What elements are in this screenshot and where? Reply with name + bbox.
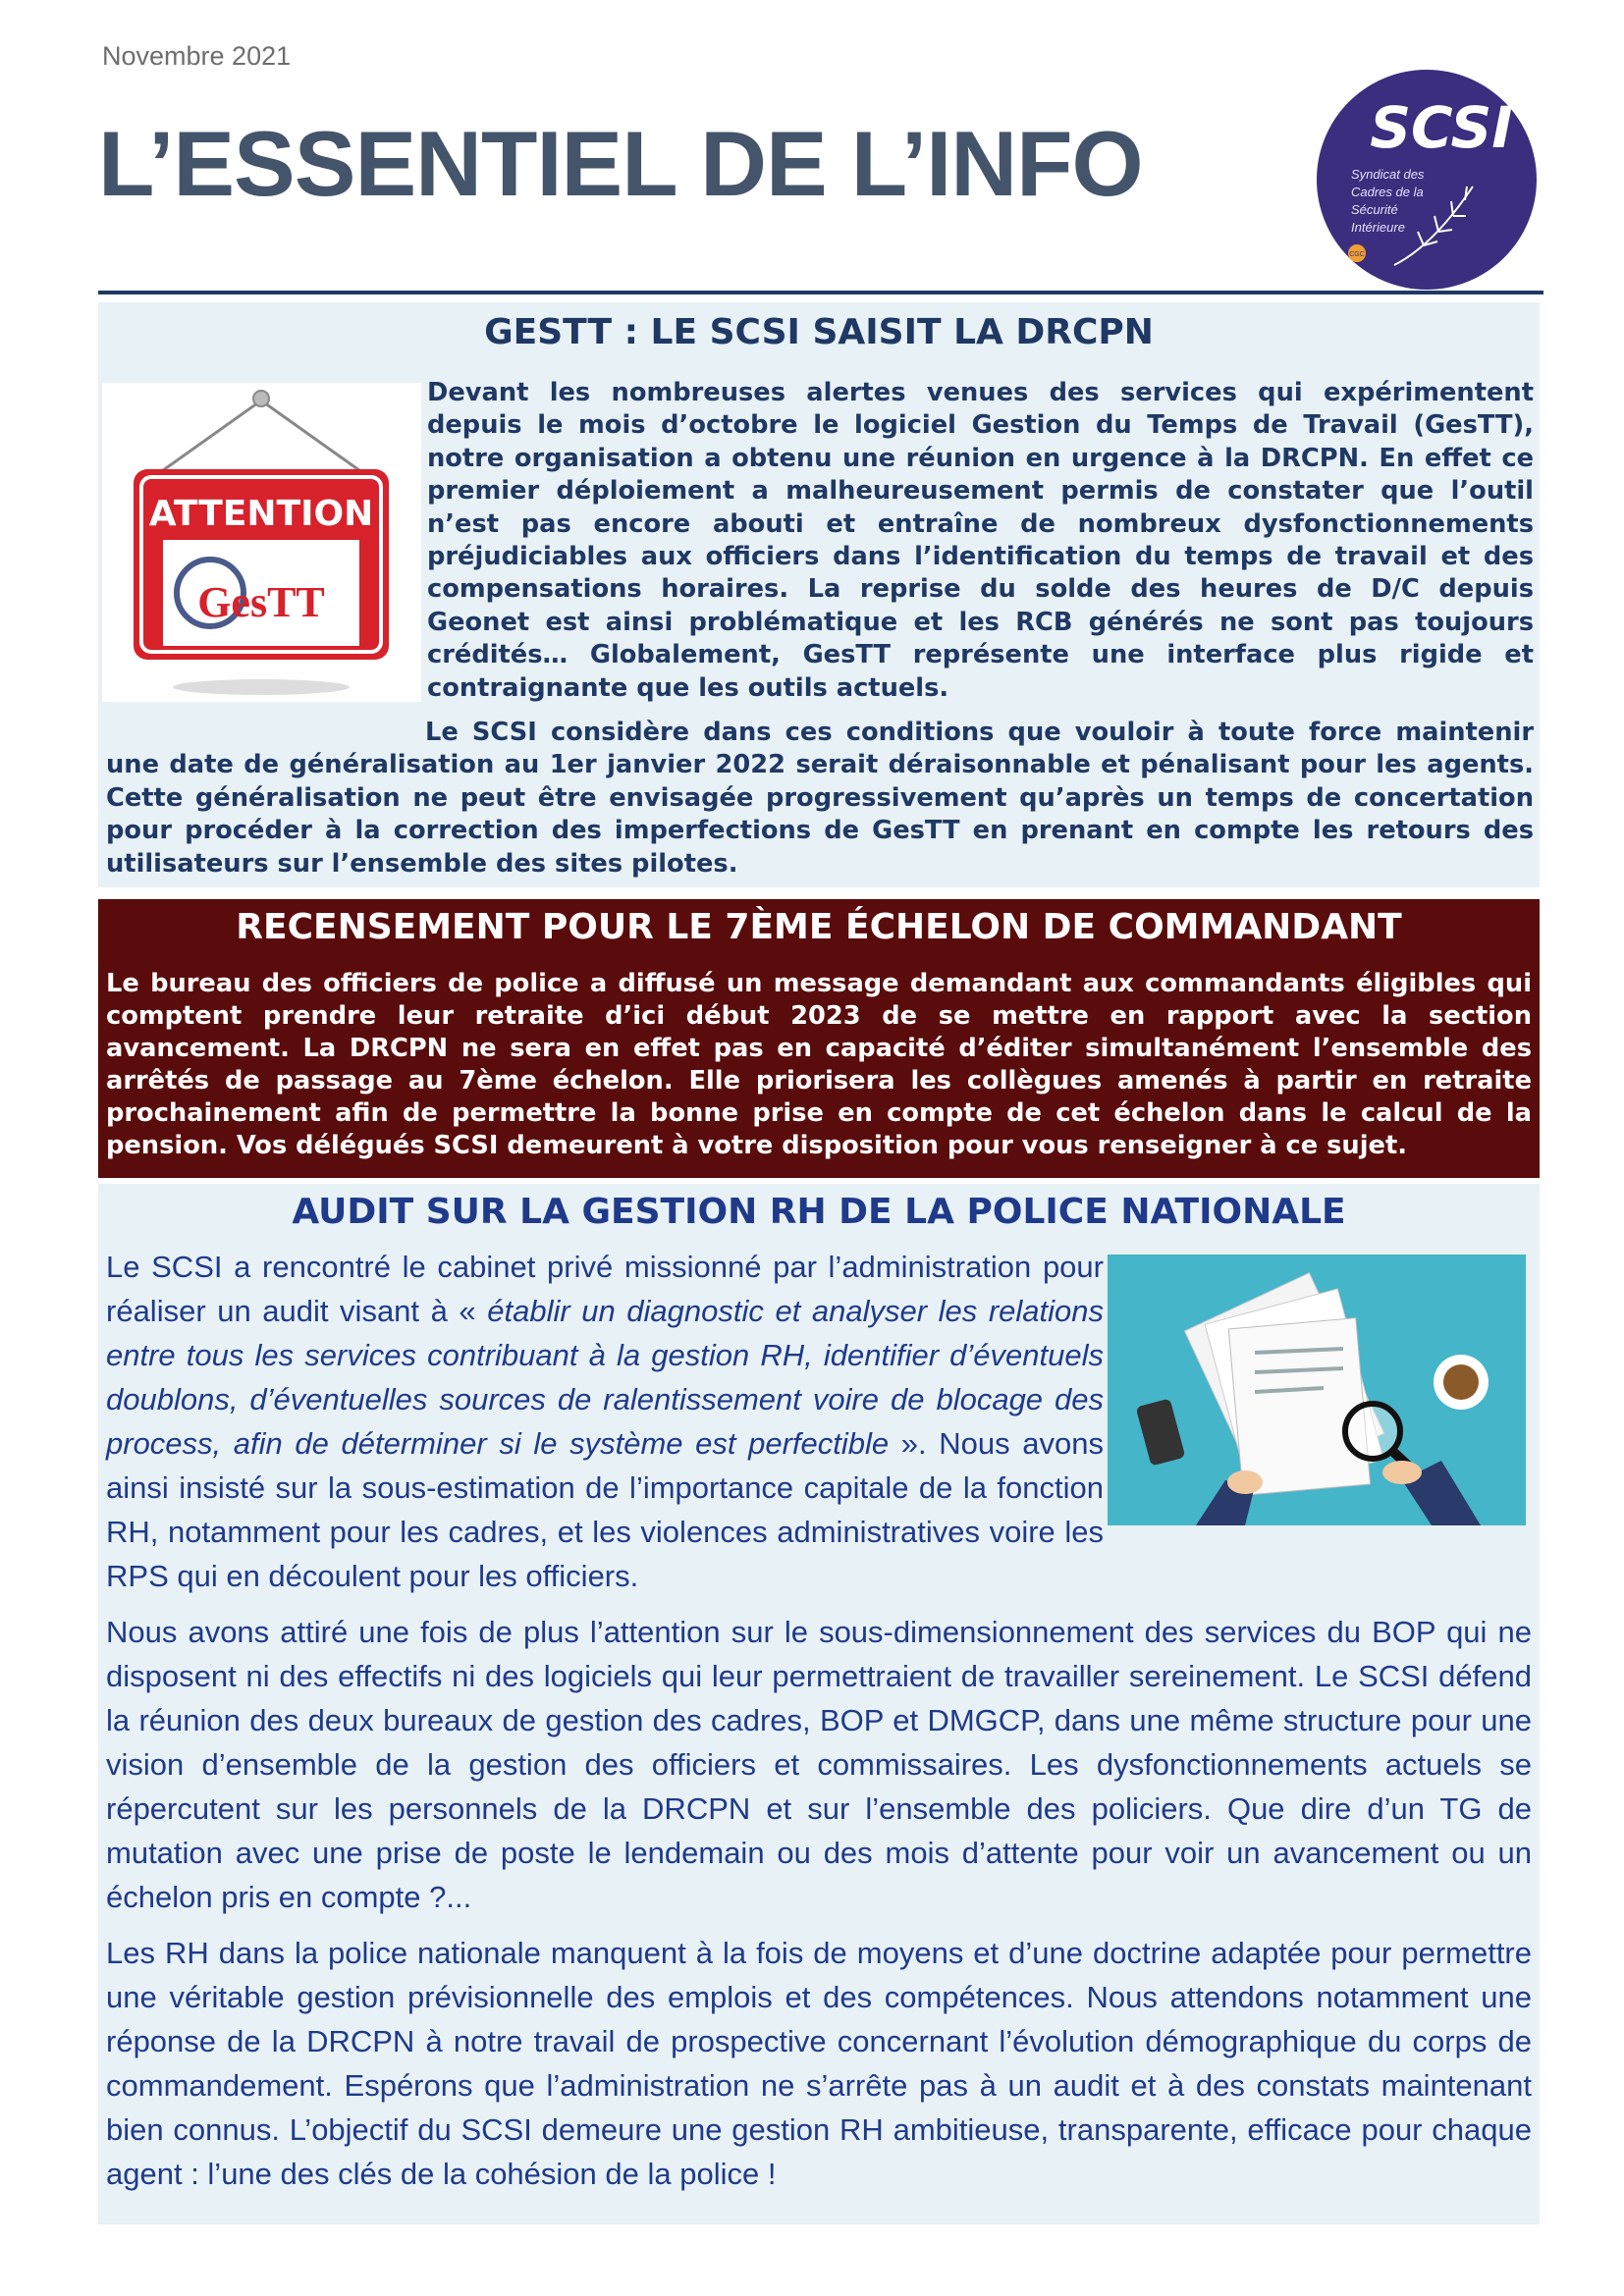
page-title: L’ESSENTIEL DE L’INFO [98,112,1143,215]
gestt-logo-text: GesTT [197,578,325,626]
section-gestt-paragraph-2: Le SCSI considère dans ces conditions que vouloir à toute force maintenir une date de généralisation au 1er janvier 2022 serait déraisonnable et pénalisant pour les agents. Cette généralisation ne peut être envisagée progressivement qu’après un temps de concertation pour procéder à la correction des imperfections de GesTT en prenant en compte les retours des utilisateurs sur l’ensemble des sites pilotes. [106,718,1534,879]
section-recensement [98,899,1540,1178]
cgc-badge-text: CGC [1349,251,1365,258]
logo-line-4: Intérieure [1351,220,1405,235]
logo-line-2: Cadres de la [1351,185,1424,199]
section-audit-paragraph-2: Nous avons attiré une fois de plus l’attention sur le sous-dimensionnement des services du BOP qui ne disposent ni des effectifs ni des logiciels qui leur permettraient de travailler sereinement. Le SCSI défend la réunion des deux bureaux de gestion des cadres, BOP et DMGCP, dans une même structure pour une vision d’ensemble de la gestion des officiers et commissaires. Les dysfonctionnements actuels se répercutent sur les personnels de la DRCPN et sur l’ensemble des policiers. Que dire d’un TG de mutation avec une prise de poste le lendemain ou des mois d’attente pour voir un avancement ou un échelon pris en compte ?... [106,1615,1532,1914]
section-gestt-title: GESTT : LE SCSI SAISIT LA DRCPN [484,312,1154,352]
audit-p1-quote: établir un diagnostic et analyser les relations entre tous les services contribuant à la gestion RH, identifier d’éventuels doublons, d’éventuelles sources de ralentissement voire de blocage des process, afin de déterminer si le système est perfectible [106,1294,1104,1461]
audit-documents-image [1108,1255,1526,1525]
attention-gestt-image [102,383,421,702]
section-gestt [98,302,1540,887]
audit-p1-end: ». Nous avons ainsi insisté sur la sous-estimation de l’importance capitale de la fonction RH, notamment pour les cadres, et les violences administratives voire les RPS qui en découlent pour les officiers. [106,1426,1104,1593]
attention-sign-text: ATTENTION [148,494,374,534]
section-audit-title: AUDIT SUR LA GESTION RH DE LA POLICE NATIONALE [292,1192,1346,1232]
logo-line-3: Sécurité [1351,202,1398,217]
logo-line-1: Syndicat des [1351,167,1425,182]
logo-text: SCSI [1370,94,1513,161]
section-audit-paragraph-3: Les RH dans la police nationale manquent à la fois de moyens et d’une doctrine adaptée pour permettre une véritable gestion prévisionnelle des emplois et des compétences. Nous attendons notamment une réponse de la DRCPN à notre travail de prospective concernant l’évolution démographique du corps de commandement. Espérons que l’administration ne s’arrête pas à un audit et à des constats maintenant bien connus. L’objectif du SCSI demeure une gestion RH ambitieuse, transparente, efficace pour chaque agent : l’une des clés de la cohésion de la police ! [106,1936,1532,2191]
section-recensement-title: RECENSEMENT POUR LE 7ÈME ÉCHELON DE COMMANDANT [236,907,1402,947]
section-audit [98,1184,1540,2224]
date-label: Novembre 2021 [102,41,292,71]
coffee-cup-icon [1434,1355,1489,1410]
scsi-logo [1316,69,1538,291]
audit-p1-start: Le SCSI a rencontré le cabinet privé missionné par l’administration pour réaliser un audit visant à « [106,1250,1104,1328]
section-gestt-paragraph-1: Devant les nombreuses alertes venues des services qui expérimentent depuis le mois d’octobre le logiciel Gestion du Temps de Travail (GesTT), notre organisation a obtenu une réunion en urgence à la DRCPN. En effet ce premier déploiement a malheureusement permis de constater que l’outil n’est pas encore abouti et entraîne de nombreux dysfonctionnements préjudiciables aux officiers dans l’identification du temps de travail et des compensations horaires. La reprise du solde des heures de D/C depuis Geonet est ainsi problématique et les RCB générés ne sont pas toujours crédités… Globalement, GesTT représente une interface plus rigide et contraignante que les outils actuels. [427,378,1534,703]
title-divider [98,291,1543,294]
section-recensement-body: Le bureau des officiers de police a diffusé un message demandant aux commandants éligibles qui comptent prendre leur retraite d’ici début 2023 de se mettre en rapport avec la section avancement. La DRCPN ne sera en effet pas en capacité d’éditer simultanément l’ensemble des arrêtés de passage au 7ème échelon. Elle priorisera les collègues amenés à partir en retraite prochainement afin de permettre la bonne prise en compte de cet échelon dans le calcul de la pension. Vos délégués SCSI demeurent à votre disposition pour vous renseigner à ce sujet. [106,969,1532,1160]
